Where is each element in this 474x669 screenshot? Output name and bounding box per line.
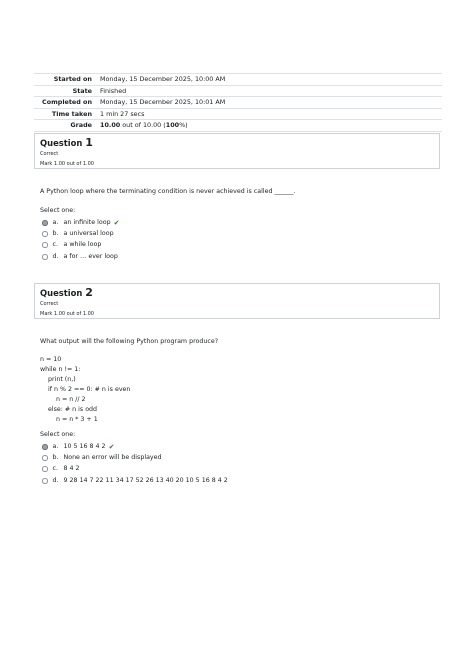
summary-row-completed [34,97,442,109]
summary-value: Finished [98,85,442,97]
question-title-prefix: Question [40,138,86,148]
summary-label: Grade [34,120,98,132]
grade-score: 10.00 [100,121,121,130]
question-title-prefix: Question [40,288,86,298]
check-icon: ✔ [108,443,115,451]
summary-label: Started on [34,74,98,86]
question-2-title [40,287,434,299]
summary-label: Completed on [34,97,98,109]
radio[interactable] [42,455,48,461]
option-letter: d. [52,253,59,260]
radio[interactable] [42,231,48,237]
summary-row-started [34,74,442,86]
radio[interactable] [42,466,48,472]
option-text: None an error will be displayed [63,454,162,461]
question-2-option-b[interactable] [42,453,162,463]
question-number: 2 [85,286,93,299]
option-letter: c. [52,241,58,248]
question-1-text: A Python loop where the terminating condition is never achieved is called ______. [40,188,296,195]
summary-label: Time taken [34,108,98,120]
summary-value: Monday, 15 December 2025, 10:01 AM [98,97,442,109]
question-1-select-label: Select one: [40,207,76,214]
question-1-option-c[interactable] [42,240,101,250]
option-letter: d. [52,477,59,484]
summary-row-grade [34,120,442,132]
option-text: an infinite loop [63,219,111,226]
question-1-option-a[interactable] [42,218,119,228]
radio-selected[interactable] [42,220,48,226]
summary-value: Monday, 15 December 2025, 10:00 AM [98,74,442,86]
grade-percent: 100 [165,121,180,130]
code-line: n = n // 2 [40,396,86,403]
radio[interactable] [42,478,48,484]
summary-value: 1 min 27 secs [98,108,442,120]
option-text: a for … ever loop [63,253,118,260]
radio-selected[interactable] [42,444,48,450]
option-letter: b. [52,454,59,461]
option-letter: b. [52,230,59,237]
grade-end: %) [179,121,188,130]
check-icon: ✔ [113,219,120,227]
option-text: 8 4 2 [63,465,80,472]
question-1-info [34,133,440,169]
question-2-option-c[interactable] [42,464,80,474]
attempt-summary [34,73,442,132]
question-2-select-label: Select one: [40,431,76,438]
summary-row-time [34,108,442,120]
option-letter: c. [52,465,58,472]
question-2-option-d[interactable] [42,476,228,486]
code-line: n = n * 3 + 1 [40,416,98,423]
code-line: n = 10 [40,356,62,363]
code-line: if n % 2 == 0: # n is even [40,386,131,393]
summary-row-state [34,85,442,97]
question-2-option-a[interactable] [42,442,114,452]
radio[interactable] [42,242,48,248]
grade-middle: out of 10.00 ( [120,121,166,130]
question-1-option-d[interactable] [42,252,118,262]
code-line: print (n,) [40,376,76,383]
option-text: 10 5 16 8 4 2 [63,443,106,450]
code-line: else: # n is odd [40,406,98,413]
code-line: while n != 1: [40,366,81,373]
question-1-title [40,137,434,149]
summary-label: State [34,85,98,97]
option-text: a universal loop [63,230,114,237]
question-2-text: What output will the following Python program produce? [40,338,219,345]
option-letter: a. [52,219,59,226]
question-1-mark: Mark 1.00 out of 1.00 [40,161,94,167]
radio[interactable] [42,254,48,260]
question-1-option-b[interactable] [42,229,114,239]
option-letter: a. [52,443,59,450]
question-2-mark: Mark 1.00 out of 1.00 [40,311,94,317]
question-number: 1 [85,136,93,149]
question-1-state: Correct [40,151,59,157]
option-text: 9 28 14 7 22 11 34 17 52 26 13 40 20 10 5 16 8 4 2 [63,477,228,484]
grade-value [98,120,442,132]
question-2-info [34,283,440,319]
option-text: a while loop [63,241,102,248]
question-2-state: Correct [40,301,59,307]
